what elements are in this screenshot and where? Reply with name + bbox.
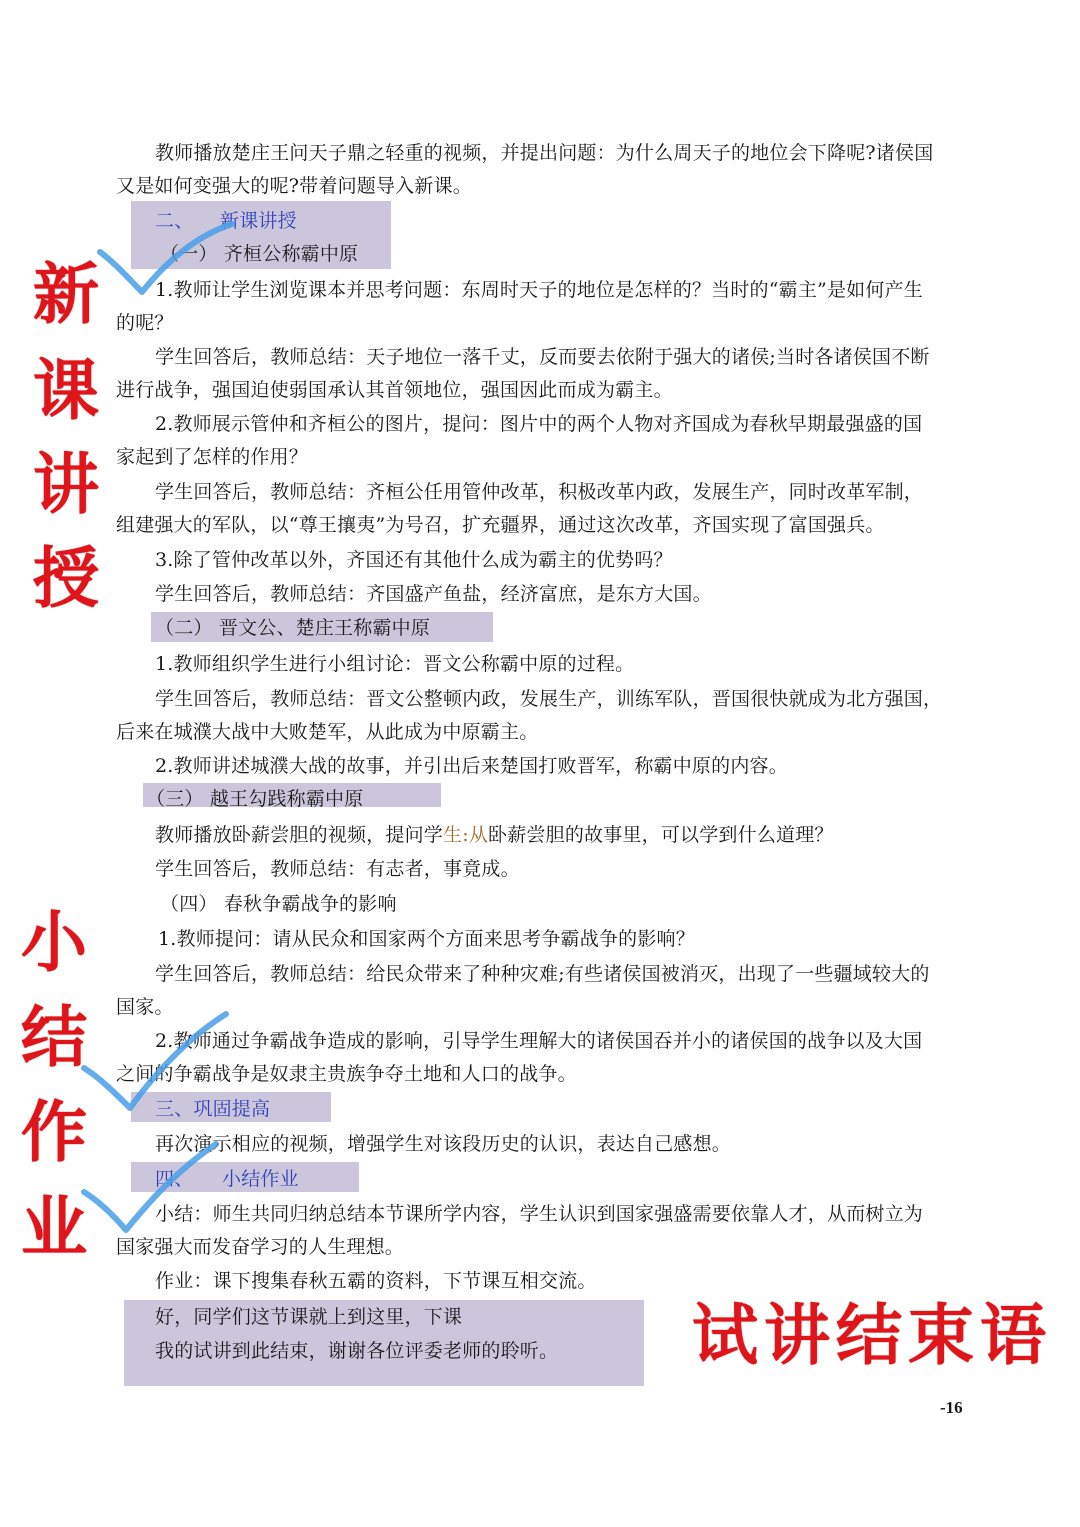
a3-line: 学生回答后，教师总结：齐国盛产鱼盐，经济富庶，是东方大国。 [155, 583, 712, 605]
annotation-new-lesson-char-4: 授 [33, 540, 99, 617]
intro-line-1: 教师播放楚庄王问天子鼎之轻重的视频，并提出问题：为什么周天子的地位会下降呢?诸侯国 [155, 142, 934, 164]
sub-heading-3: （三） 越王勾践称霸中原 [146, 788, 364, 810]
s4a1-line-2: 国家。 [116, 996, 174, 1018]
annotation-summary-char-4: 业 [21, 1189, 87, 1266]
q1-line-1: 1.教师让学生浏览课本并思考问题：东周时天子的地位是怎样的？当时的“霸主”是如何产生 [155, 279, 923, 301]
a2-line-2: 组建强大的军队，以“尊王攘夷”为号召，扩充疆界，通过这次改革，齐国实现了富国强兵。 [116, 514, 885, 536]
sub-heading-2: （二） 晋文公、楚庄王称霸中原 [155, 617, 431, 639]
homework-line: 作业：课下搜集春秋五霸的资料，下节课互相交流。 [155, 1270, 597, 1292]
s3q-part-a: 教师播放卧薪尝胆的视频，提问学 [155, 824, 444, 846]
summary-line-2: 国家强大而发奋学习的人生理想。 [116, 1236, 405, 1258]
annotation-new-lesson-char-3: 讲 [33, 446, 99, 523]
s2a1-line-1: 学生回答后，教师总结：晋文公整顿内政，发展生产，训练军队，晋国很快就成为北方强国， [155, 688, 943, 710]
q1-line-2: 的呢？ [116, 312, 174, 334]
s3q-part-b: 生:从 [443, 824, 489, 846]
page-number: -16 [940, 1398, 963, 1417]
annotation-ending: 试讲结束语 [692, 1297, 1052, 1374]
summary-line-1: 小结：师生共同归纳总结本节课所学内容，学生认识到国家强盛需要依靠人才，从而树立为 [155, 1203, 924, 1225]
check-mark-icon [96, 222, 236, 302]
part4-title: 小结作业 [222, 1168, 299, 1190]
q2-line-1: 2.教师展示管仲和齐桓公的图片，提问：图片中的两个人物对齐国成为春秋早期最强盛的国 [155, 413, 923, 435]
s2a1-line-2: 后来在城濮大战中大败楚军，从此成为中原霸主。 [116, 721, 539, 743]
part3-heading: 三、巩固提高 [155, 1098, 271, 1120]
sub-heading-1: （一） 齐桓公称霸中原 [160, 243, 359, 265]
annotation-new-lesson-char-1: 新 [33, 256, 99, 333]
q2-line-2: 家起到了怎样的作用？ [116, 446, 309, 468]
closing-line-2: 我的试讲到此结束，谢谢各位评委老师的聆听。 [155, 1340, 559, 1362]
sub-heading-4: （四） 春秋争霸战争的影响 [160, 893, 397, 915]
s2q2-line: 2.教师讲述城濮大战的故事，并引出后来楚国打败晋军，称霸中原的内容。 [155, 755, 788, 777]
s3q-part-c: 卧薪尝胆的故事里，可以学到什么道理？ [488, 824, 834, 846]
check-mark-icon [80, 1142, 220, 1232]
annotation-summary-char-3: 作 [21, 1094, 87, 1171]
s4q2-line-2: 之间的争霸战争是奴隶主贵族争夺土地和人口的战争。 [116, 1063, 577, 1085]
s4q1-line: 1.教师提问：请从民众和国家两个方面来思考争霸战争的影响？ [158, 928, 695, 950]
annotation-summary-char-2: 结 [21, 999, 87, 1076]
annotation-summary-char-1: 小 [21, 904, 87, 981]
s3q-line [155, 822, 834, 848]
a1-line-1: 学生回答后，教师总结：天子地位一落千丈，反而要去依附于强大的诸侯;当时各诸侯国不断 [155, 346, 930, 368]
part2-title: 新课讲授 [220, 210, 297, 232]
intro-line-2: 又是如何变强大的呢?带着问题导入新课。 [116, 175, 472, 197]
check-mark-icon [80, 1012, 230, 1112]
a2-line-1: 学生回答后，教师总结：齐桓公任用管仲改革，积极改革内政，发展生产，同时改革军制， [155, 481, 924, 503]
s4q2-line-1: 2.教师通过争霸战争造成的影响，引导学生理解大的诸侯国吞并小的诸侯国的战争以及大国 [155, 1030, 923, 1052]
closing-line-1: 好，同学们这节课就上到这里，下课 [155, 1306, 463, 1328]
s3a-line: 学生回答后，教师总结：有志者，事竟成。 [155, 858, 520, 880]
part2-number: 二、 [155, 210, 194, 232]
s2q1-line: 1.教师组织学生进行小组讨论：晋文公称霸中原的过程。 [155, 653, 635, 675]
consolidate-line: 再次演示相应的视频，增强学生对该段历史的认识，表达自己感想。 [155, 1133, 732, 1155]
annotation-new-lesson-char-2: 课 [33, 352, 99, 429]
a1-line-2: 进行战争，强国迫使弱国承认其首领地位，强国因此而成为霸主。 [116, 379, 673, 401]
q3-line: 3.除了管仲改革以外，齐国还有其他什么成为霸主的优势吗？ [155, 549, 673, 571]
s4a1-line-1: 学生回答后，教师总结：给民众带来了种种灾难;有些诸侯国被消灭，出现了一些疆域较大的 [155, 963, 930, 985]
part4-number: 四、 [155, 1168, 194, 1190]
